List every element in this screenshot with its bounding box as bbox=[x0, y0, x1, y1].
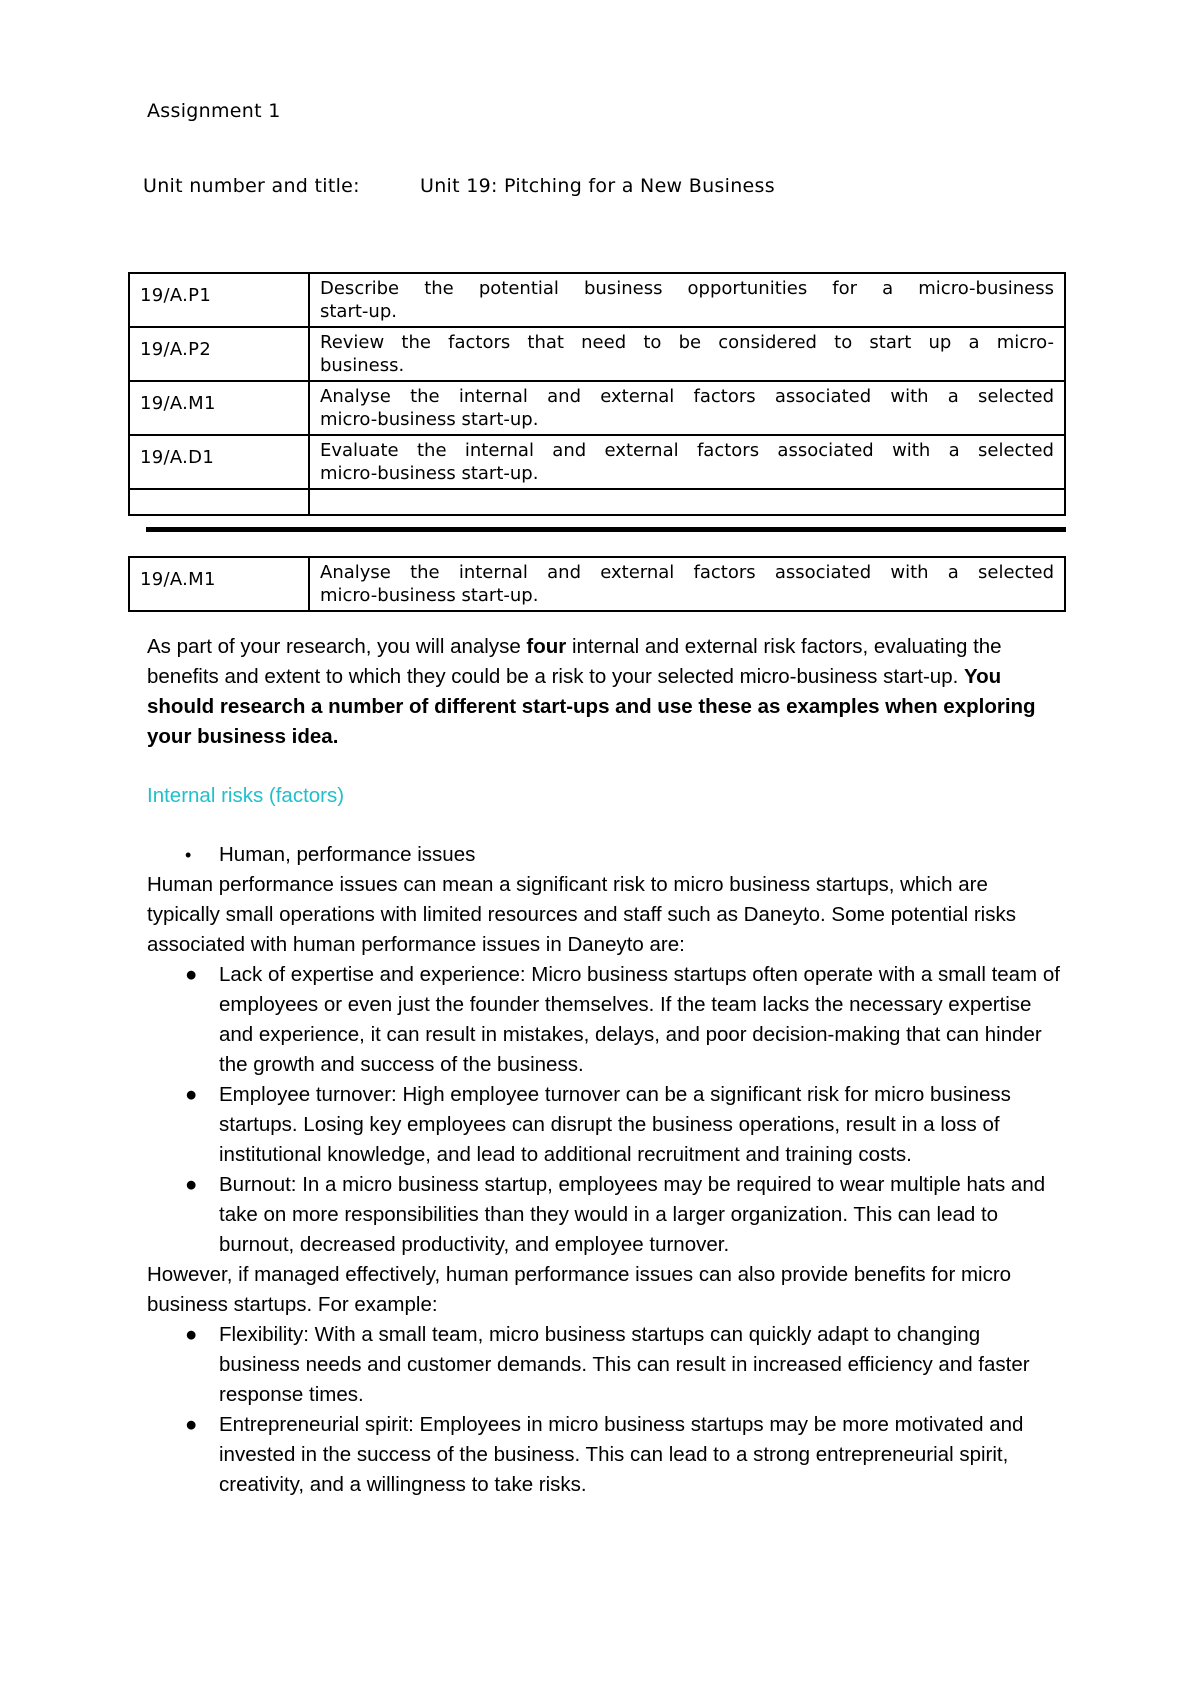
list-item: ● Entrepreneurial spirit: Employees in micro business startups may be more motivated and invested in the success of the business. This can lead to a strong entrepreneurial spirit, creativity, and a willingness to take risks. bbox=[147, 1410, 1062, 1500]
focus-criterion-table bbox=[128, 556, 1066, 612]
benefits-list bbox=[147, 1320, 1062, 1500]
criterion-description bbox=[309, 489, 1065, 515]
list-item: ● Lack of expertise and experience: Micro business startups often operate with a small team of employees or even just the founder themselves. If the team lacks the necessary expertise and experience, it can result in mistakes, delays, and poor decision-making that can hinder the growth and success of the business. bbox=[147, 960, 1062, 1080]
unit-label: Unit number and title: bbox=[143, 175, 360, 197]
bullet-icon: • bbox=[185, 845, 192, 865]
list-item: ● Flexibility: With a small team, micro business startups can quickly adapt to changing business needs and customer demands. This can result in increased efficiency and faster response times. bbox=[147, 1320, 1062, 1410]
criterion-description: Evaluate the internal and external factors associated with a selected micro-business start-up. bbox=[309, 435, 1065, 489]
benefits-paragraph: However, if managed effectively, human performance issues can also provide benefits for micro business startups. For example: bbox=[147, 1263, 1012, 1316]
list-item: • Human, performance issues bbox=[147, 840, 1062, 870]
criteria-table bbox=[128, 272, 1066, 516]
table-row bbox=[129, 273, 1065, 327]
internal-risks-heading: Internal risks (factors) bbox=[147, 784, 345, 807]
criterion-code: 19/A.P1 bbox=[129, 273, 309, 327]
criterion-code: 19/A.P2 bbox=[129, 327, 309, 381]
criterion-code: 19/A.D1 bbox=[129, 435, 309, 489]
research-instruction: You should research a number of different start-ups and use these as examples when exploring your business idea. bbox=[147, 665, 1036, 748]
bullet-icon: ● bbox=[185, 1413, 198, 1436]
list-item: ● Burnout: In a micro business startup, employees may be required to wear multiple hats and take on more responsibilities than they would in a larger organization. This can lead to burnout, decreased productivity, and employee turnover. bbox=[147, 1170, 1062, 1260]
assignment-title: Assignment 1 bbox=[147, 100, 281, 122]
table-row bbox=[129, 435, 1065, 489]
criterion-description: Analyse the internal and external factors associated with a selected micro-business start-up. bbox=[309, 381, 1065, 435]
table-row bbox=[129, 557, 1065, 611]
human-performance-paragraph: Human performance issues can mean a significant risk to micro business startups, which are typically small operations with limited resources and staff such as Daneyto. Some potential risks associated with human performance issues in Daneyto are: bbox=[147, 873, 1016, 956]
criterion-code: 19/A.M1 bbox=[129, 381, 309, 435]
table-row-empty bbox=[129, 489, 1065, 515]
risks-list bbox=[147, 960, 1062, 1260]
bullet-icon: ● bbox=[185, 1323, 198, 1346]
bullet-icon: ● bbox=[185, 1173, 198, 1196]
bold-four: four bbox=[526, 635, 567, 658]
bullet-icon: ● bbox=[185, 963, 198, 986]
intro-paragraph: As part of your research, you will analyse four internal and external risk factors, evaluating the benefits and extent to which they could be a risk to your selected micro-business start-up. You should research a number of different start-ups and use these as examples when exploring your business idea. bbox=[147, 635, 1036, 748]
criterion-description: Review the factors that need to be considered to start up a micro- business. bbox=[309, 327, 1065, 381]
bullet-icon: ● bbox=[185, 1083, 198, 1106]
criterion-description: Describe the potential business opportunities for a micro-business start-up. bbox=[309, 273, 1065, 327]
criterion-code bbox=[129, 489, 309, 515]
horizontal-divider bbox=[146, 527, 1066, 532]
criterion-description: Analyse the internal and external factors associated with a selected micro-business start-up. bbox=[309, 557, 1065, 611]
table-row bbox=[129, 327, 1065, 381]
internal-risks-body bbox=[147, 840, 1062, 1500]
table-row bbox=[129, 381, 1065, 435]
unit-title: Unit 19: Pitching for a New Business bbox=[420, 175, 775, 197]
criterion-code: 19/A.M1 bbox=[129, 557, 309, 611]
list-item: ● Employee turnover: High employee turnover can be a significant risk for micro business startups. Losing key employees can disrupt the business operations, result in a loss of institutional knowledge, and lead to additional recruitment and training costs. bbox=[147, 1080, 1062, 1170]
